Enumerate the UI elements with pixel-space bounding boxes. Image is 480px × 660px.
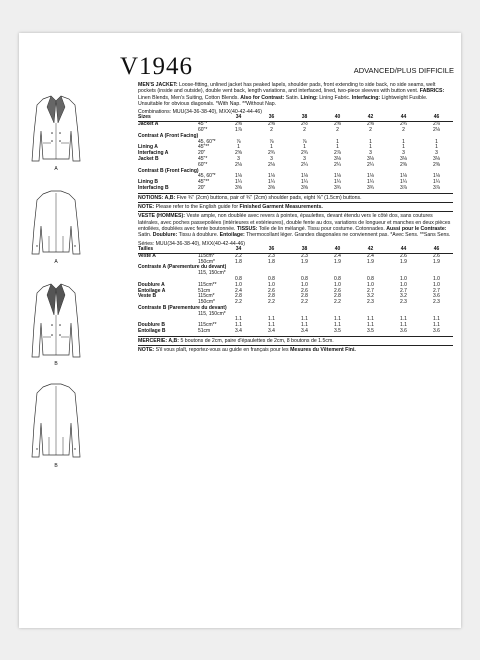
jacket-b-front-drawing: [25, 281, 87, 361]
table-row: [138, 329, 453, 335]
yardage-cell: 2.6: [334, 287, 341, 294]
french-title: VESTE (HOMMES):: [138, 213, 185, 220]
yardage-cell: 2: [270, 127, 273, 134]
size-header-cell: 42: [354, 115, 387, 121]
yardage-cell: 1.1: [334, 316, 341, 323]
yardage-cell: 2¼: [301, 161, 308, 168]
note-label: NOTE:: [138, 204, 155, 211]
yardage-cell: 1.0: [433, 281, 440, 288]
yardage-cell: 3.5: [367, 328, 374, 335]
yardage-cell: 2⅜: [433, 161, 440, 168]
row-unit: 115cm*: [198, 252, 215, 259]
yardage-cell: 1.0: [334, 281, 341, 288]
yardage-cell: 1.1: [235, 316, 242, 323]
yardage-cell: 1: [336, 144, 339, 151]
english-yardage-table: [138, 115, 453, 191]
yardage-cell: ⅞: [236, 138, 241, 145]
yardage-cell: 1.1: [400, 322, 407, 329]
row-unit: 60"*: [198, 127, 208, 134]
note-label: NOTE:: [138, 347, 155, 354]
row-label: Contrast B (Front Facing): [138, 167, 199, 174]
difficulty-level: ADVANCED/PLUS DIFFICILE: [353, 66, 454, 75]
series: Séries: MUU(34-36-38-40), MXX(40-42-44-46): [138, 240, 245, 247]
yardage-cell: 2⅛: [433, 127, 440, 134]
yardage-cell: 3⅝: [301, 185, 308, 192]
yardage-cell: 1: [303, 144, 306, 151]
fabrics-label: FABRICS:: [419, 88, 445, 95]
yardage-cell: 1⅛: [268, 173, 275, 180]
yardage-cell: 2: [369, 127, 372, 134]
french-mercerie: [138, 338, 453, 344]
row-unit: 115cm*: [198, 293, 215, 300]
content: [138, 82, 453, 353]
yardage-cell: 2⅝: [334, 121, 341, 128]
yardage-cell: 1: [270, 144, 273, 151]
yardage-cell: 1⅞: [235, 127, 242, 134]
yardage-cell: 3: [435, 150, 438, 157]
figure-label: B: [54, 463, 58, 469]
yardage-cell: ⅞: [302, 138, 307, 145]
yardage-cell: 2.8: [235, 293, 242, 300]
yardage-cell: 3.5: [334, 328, 341, 335]
yardage-cell: 2.2: [268, 299, 275, 306]
row-label: Jacket B: [138, 156, 159, 163]
yardage-cell: 3⅛: [433, 156, 440, 163]
yardage-cell: 2⅝: [367, 121, 374, 128]
yardage-cell: 2.4: [367, 252, 374, 259]
row-unit: 45"**: [198, 179, 210, 186]
yardage-cell: 1⅛: [433, 173, 440, 180]
row-label: Doublure B: [138, 322, 165, 329]
row-label: Entoilage A: [138, 287, 166, 294]
english-title: MEN'S JACKET:: [138, 82, 178, 88]
row-label: Lining B: [138, 179, 158, 186]
yardage-cell: 1.8: [268, 258, 275, 265]
contrast-label: Also for Contrast:: [240, 94, 285, 101]
yardage-cell: 1: [435, 144, 438, 151]
yardage-cell: 1.1: [367, 316, 374, 323]
yardage-cell: 2¾: [400, 121, 407, 128]
yardage-cell: 3: [369, 150, 372, 157]
jacket-a-front-figure: [25, 93, 87, 172]
row-label: Entoilage B: [138, 328, 166, 335]
yardage-cell: 2.2: [301, 299, 308, 306]
combinations: Combinations: MUU(34-36-38-40), MXX(40-42-44-46): [138, 109, 262, 116]
size-header-cell: 36: [255, 115, 288, 121]
doublure-label: Doublure:: [152, 232, 178, 239]
yardage-cell: 0.8: [334, 275, 341, 282]
yardage-cell: 1.0: [400, 281, 407, 288]
doublure-text: Tissu à doublure.: [178, 232, 219, 239]
yardage-cell: 2.8: [301, 293, 308, 300]
yardage-cell: 1⅛: [235, 173, 242, 180]
yardage-cell: 2: [336, 127, 339, 134]
size-header-cell: 40: [321, 115, 354, 121]
yardage-cell: 1¼: [301, 179, 308, 186]
yardage-cell: 1¼: [235, 179, 242, 186]
yardage-cell: 2⅞: [433, 121, 440, 128]
yardage-cell: 1.9: [433, 258, 440, 265]
yardage-cell: 3⅞: [400, 185, 407, 192]
yardage-cell: 3⅝: [268, 185, 275, 192]
size-header-cell: 42: [354, 247, 387, 253]
yardage-cell: 2.8: [334, 293, 341, 300]
figure-label: A: [54, 259, 58, 265]
yardage-cell: 3: [303, 156, 306, 163]
yardage-cell: 1.9: [400, 258, 407, 265]
row-unit: 20": [198, 150, 206, 157]
yardage-cell: 3.4: [268, 328, 275, 335]
lining-text: Lining Fabric.: [319, 94, 351, 101]
note-bold-text: Mesures du Vêtement Fini.: [290, 347, 356, 354]
yardage-cell: 2.7: [400, 287, 407, 294]
note-bold-text: Finished Garment Measurements.: [239, 204, 323, 211]
yardage-cell: 2.8: [268, 293, 275, 300]
yardage-cell: 3.6: [433, 328, 440, 335]
yardage-cell: 3: [237, 156, 240, 163]
french-description: [138, 213, 453, 238]
size-header-cell: 38: [288, 247, 321, 253]
yardage-cell: 1: [435, 138, 438, 145]
yardage-cell: 2.3: [400, 299, 407, 306]
english-desc: Loose-fitting, unlined jacket has peaked lapels, shoulder pads, front extending to side back, no side seams, welt pockets (inside and outside), double vent back, length variations, and interfaced, lined, two-piece sleeves with button vent.: [138, 82, 436, 95]
row-label: Lining A: [138, 144, 158, 151]
yardage-cell: 2.7: [433, 287, 440, 294]
row-unit: 45, 60"*: [198, 173, 216, 180]
yardage-cell: 2⅝: [235, 121, 242, 128]
yardage-cell: 1.0: [400, 275, 407, 282]
yardage-cell: 1.0: [268, 281, 275, 288]
yardage-cell: 2.4: [334, 252, 341, 259]
entoilage-text: Thermocollant léger. Grandes diagonales ne conviennent pas. *Avec Sens. **Sans Sens.: [246, 232, 451, 239]
row-label: Jacket A: [138, 121, 159, 128]
lining-label: Lining:: [300, 94, 318, 101]
divider: [138, 336, 453, 337]
yardage-cell: 3¾: [367, 185, 374, 192]
french-note: [138, 347, 453, 353]
yardage-cell: 3.2: [367, 293, 374, 300]
yardage-cell: 1⅛: [301, 173, 308, 180]
yardage-cell: 1: [369, 138, 372, 145]
yardage-cell: 2⅞: [334, 150, 341, 157]
row-unit: 115, 150cm*: [198, 270, 226, 277]
mercerie-text: 5 boutons de 2cm, paire d'épaulettes de 2cm, 8 boutons de 1.5cm.: [180, 337, 334, 344]
yardage-cell: 3.6: [433, 293, 440, 300]
row-label: Veste B: [138, 293, 157, 300]
yardage-cell: 1.1: [334, 322, 341, 329]
row-label: Contrast A (Front Facing): [138, 132, 199, 139]
yardage-cell: 2.6: [301, 287, 308, 294]
figure-label: B: [54, 361, 58, 367]
figure-label: A: [54, 166, 58, 172]
yardage-cell: 1¼: [268, 179, 275, 186]
yardage-cell: 2: [303, 127, 306, 134]
yardage-cell: 1⅛: [334, 173, 341, 180]
jacket-b-front-figure: [25, 281, 87, 367]
yardage-cell: 1.9: [367, 258, 374, 265]
size-header-cell: 40: [321, 247, 354, 253]
yardage-cell: 1.9: [334, 258, 341, 265]
row-unit: 45"*: [198, 156, 208, 163]
french-yardage-table: [138, 247, 453, 335]
yardage-cell: 2½: [301, 121, 308, 128]
size-header-cell: 34: [222, 115, 255, 121]
yardage-cell: 1: [369, 144, 372, 151]
yardage-cell: 0.8: [301, 275, 308, 282]
yardage-cell: 1.1: [433, 316, 440, 323]
yardage-cell: 1¼: [433, 179, 440, 186]
yardage-cell: 1.0: [367, 281, 374, 288]
yardage-cell: 1: [402, 138, 405, 145]
mercerie-label: MERCERIE: A,B:: [138, 337, 180, 344]
tissus-label: TISSUS:: [236, 226, 258, 233]
yardage-cell: 3: [270, 156, 273, 163]
yardage-cell: 0.8: [367, 275, 374, 282]
row-unit: 51cm: [198, 328, 211, 335]
size-header-cell: 46: [420, 247, 453, 253]
yardage-cell: 3⅛: [367, 156, 374, 163]
size-header-cell: 44: [387, 115, 420, 121]
yardage-cell: 2⅜: [400, 161, 407, 168]
yardage-cell: 0.8: [235, 275, 242, 282]
row-unit: 45"**: [198, 144, 210, 151]
yardage-cell: 2.6: [400, 252, 407, 259]
yardage-cell: 1.1: [235, 322, 242, 329]
yardage-cell: 3.4: [235, 328, 242, 335]
yardage-cell: 3⅛: [334, 156, 341, 163]
yardage-cell: 1.1: [268, 316, 275, 323]
english-description: [138, 82, 453, 107]
yardage-cell: 2¾: [268, 150, 275, 157]
row-unit: 115, 150cm*: [198, 310, 226, 317]
yardage-cell: 2⅝: [268, 121, 275, 128]
row-unit: 45, 60"*: [198, 138, 216, 145]
row-label: Interfacing B: [138, 185, 169, 192]
yardage-cell: 2.4: [235, 287, 242, 294]
row-label: Contraste B (Parementure du devant): [138, 304, 227, 311]
yardage-cell: 1.1: [400, 316, 407, 323]
yardage-cell: 3⅝: [235, 185, 242, 192]
french-desc: Veste ample, non doublée avec revers à pointes, épaulettes, devant étendu vers le côté dos, sans coutures latérales, avec poches passepoilées (intérieures et extérieures), double fente au dos, variations de longueur et manches en deux pièces entoilées, doublées avec fente boutonnée.: [138, 213, 451, 233]
yardage-cell: 2.2: [235, 252, 242, 259]
divider: [138, 202, 453, 203]
yardage-cell: 1¼: [367, 179, 374, 186]
jacket-a-back-drawing: [25, 188, 87, 258]
notions-text: Five ¾" (2cm) buttons, pair of ¾" (2cm) shoulder pads, eight ⅝" (1.5cm) buttons.: [176, 194, 362, 201]
yardage-cell: 1: [402, 144, 405, 151]
jacket-a-front-drawing: [25, 93, 87, 165]
yardage-cell: 2.2: [334, 299, 341, 306]
yardage-cell: 2.3: [433, 299, 440, 306]
yardage-cell: 1.1: [433, 322, 440, 329]
yardage-cell: 0.8: [268, 275, 275, 282]
section-divider: [138, 211, 453, 212]
size-header-cell: 44: [387, 247, 420, 253]
english-notions: [138, 195, 453, 201]
row-unit: 51cm: [198, 287, 211, 294]
fabrics-text: Linen Blends, Men's Suiting, Cotton Blends.: [138, 94, 239, 101]
yardage-cell: 3.4: [301, 328, 308, 335]
row-label: Doublure A: [138, 281, 165, 288]
yardage-cell: 2.3: [268, 252, 275, 259]
contraste-text: Satin.: [138, 232, 152, 239]
size-header-cell: 34: [222, 247, 255, 253]
english-note: [138, 204, 453, 210]
yardage-cell: 3⅞: [433, 185, 440, 192]
yardage-cell: 1¼: [400, 179, 407, 186]
tissus-text: Toile de lin mélangé. Tissu pour costume. Cotonnades.: [258, 226, 385, 233]
notions-label: NOTIONS: A,B:: [138, 194, 176, 201]
yardage-cell: 1⅛: [400, 173, 407, 180]
yardage-cell: 1: [336, 138, 339, 145]
yardage-cell: 1.0: [433, 275, 440, 282]
yardage-cell: 3: [402, 150, 405, 157]
pattern-code: V1946: [120, 53, 194, 80]
yardage-cell: 3.2: [400, 293, 407, 300]
note-text: S'il vous plaît, reportez-vous au guide en français pour les: [155, 347, 289, 354]
yardage-cell: 2¼: [334, 161, 341, 168]
yardage-cell: 3⅛: [400, 156, 407, 163]
yardage-cell: 1: [237, 144, 240, 151]
yardage-cell: 1.1: [301, 322, 308, 329]
yardage-cell: 1.0: [301, 281, 308, 288]
size-header-cell: 38: [288, 115, 321, 121]
row-label: Contraste A (Parementure du devant): [138, 264, 227, 271]
interfacing-label: Interfacing:: [351, 94, 381, 101]
yardage-cell: 2⅛: [235, 161, 242, 168]
yardage-cell: 1.8: [235, 258, 242, 265]
sizes-label: Tailles: [138, 247, 198, 253]
size-header-cell: 36: [255, 247, 288, 253]
yardage-cell: 1.1: [268, 322, 275, 329]
yardage-cell: 2.2: [235, 299, 242, 306]
sizes-label: Sizes: [138, 115, 198, 121]
table-row: [138, 186, 453, 192]
divider: [138, 193, 453, 194]
yardage-cell: 1¼: [334, 179, 341, 186]
yardage-cell: 1.1: [301, 316, 308, 323]
jacket-b-back-figure: [25, 381, 87, 469]
yardage-cell: 2: [402, 127, 405, 134]
yardage-cell: 2.3: [301, 252, 308, 259]
row-unit: 60"*: [198, 161, 208, 168]
yardage-cell: 2.6: [433, 252, 440, 259]
row-unit: 150cm*: [198, 258, 215, 265]
divider: [138, 345, 453, 346]
size-header-cell: 46: [420, 115, 453, 121]
yardage-cell: 2.6: [268, 287, 275, 294]
jacket-a-back-figure: [25, 188, 87, 265]
yardage-cell: ⅞: [269, 138, 274, 145]
contrast-text: Satin.: [285, 94, 300, 101]
note-text: Please refer to the English guide for: [155, 204, 239, 211]
jacket-b-back-drawing: [25, 381, 87, 461]
yardage-cell: 1⅛: [367, 173, 374, 180]
yardage-cell: 3.6: [400, 328, 407, 335]
row-unit: 115cm**: [198, 281, 217, 288]
row-unit: 150cm*: [198, 299, 215, 306]
row-label: Veste A: [138, 252, 156, 259]
row-unit: 45"*: [198, 121, 208, 128]
interfacing-text: Lightweight Fusible. Unsuitable for obvious diagonals. *With Nap. **Without Nap.: [138, 94, 428, 107]
yardage-cell: 2.3: [367, 299, 374, 306]
yardage-cell: 2¼: [367, 161, 374, 168]
row-label: Interfacing A: [138, 150, 169, 157]
yardage-cell: 2⅝: [235, 150, 242, 157]
entoilage-label: Entoilage:: [219, 232, 245, 239]
yardage-cell: 1.0: [235, 281, 242, 288]
yardage-cell: 1.9: [301, 258, 308, 265]
header: [120, 50, 462, 80]
yardage-cell: 2.7: [367, 287, 374, 294]
yardage-cell: 1.1: [367, 322, 374, 329]
contraste-label: Aussi pour le Contraste:: [386, 226, 447, 233]
yardage-cell: 2¾: [301, 150, 308, 157]
yardage-cell: 2⅛: [268, 161, 275, 168]
row-unit: 20": [198, 185, 206, 192]
row-unit: 115cm**: [198, 322, 217, 329]
yardage-cell: 3¾: [334, 185, 341, 192]
